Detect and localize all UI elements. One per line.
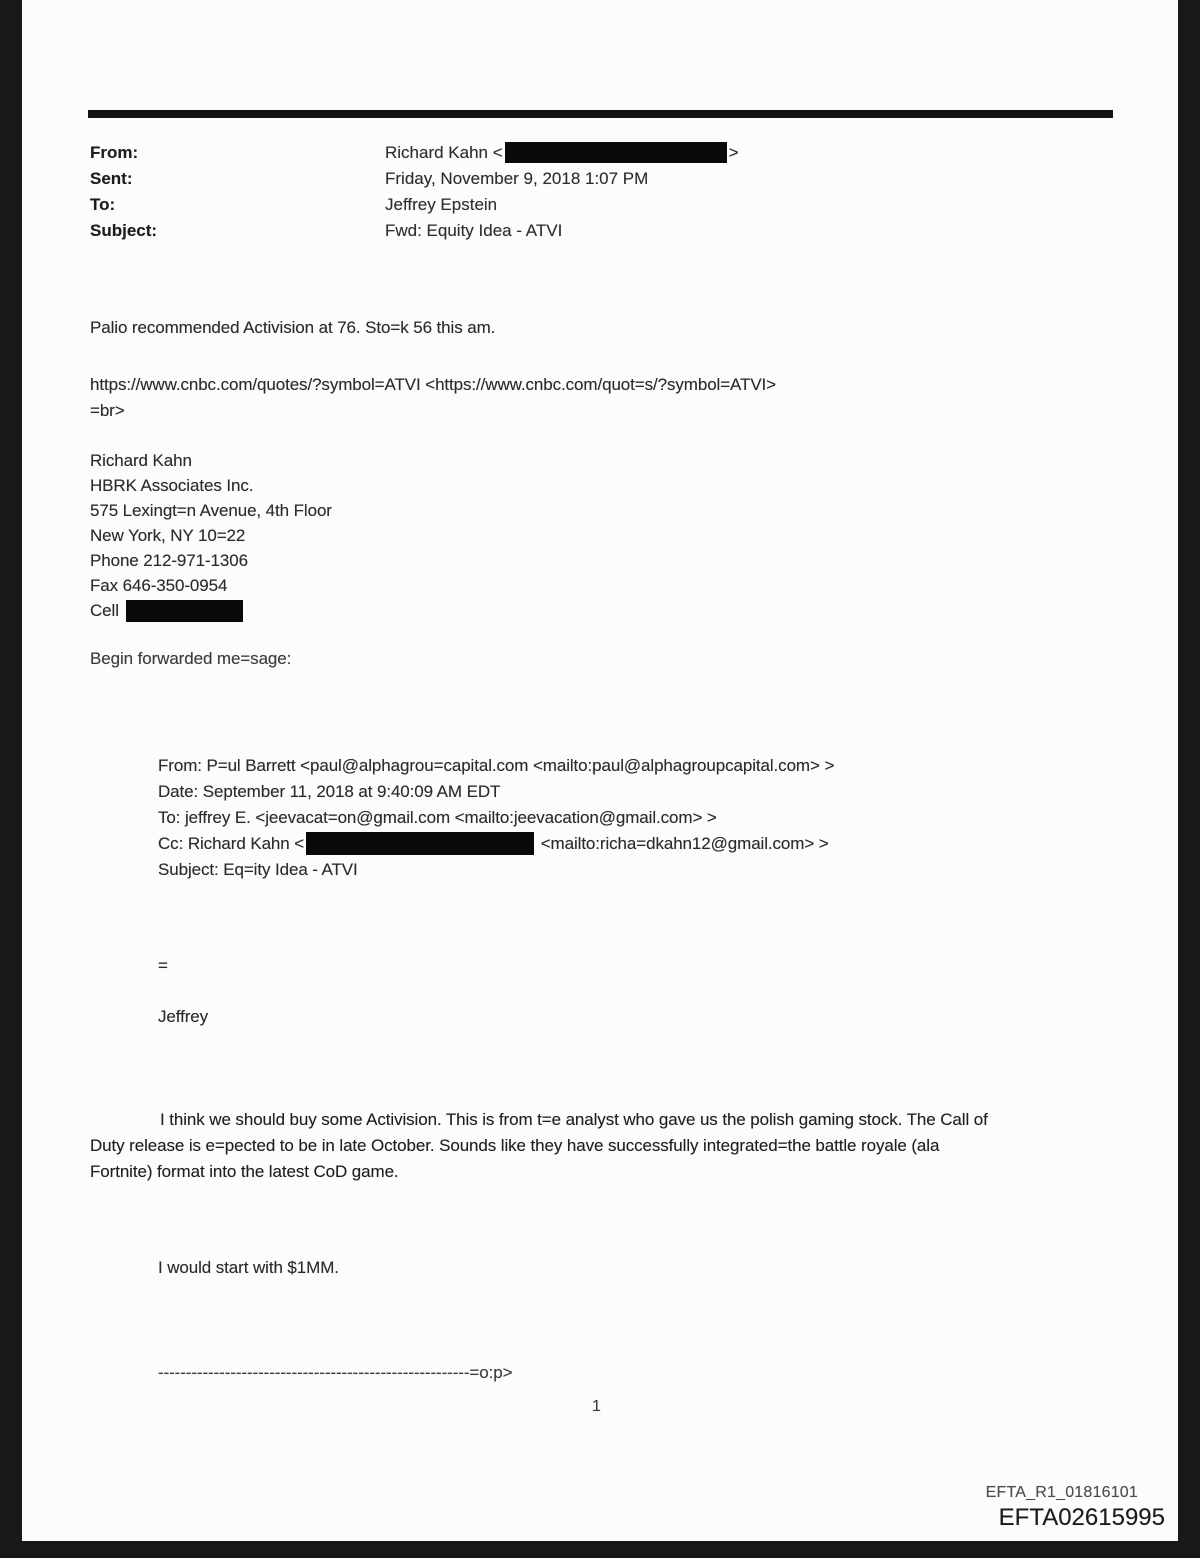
begin-forwarded-line: Begin forwarded me=sage:: [90, 649, 292, 668]
amount-line: I would start with $1MM.: [158, 1258, 339, 1277]
equals-artifact: =: [158, 956, 168, 975]
paragraph-line: Fortnite) format into the latest CoD game.: [90, 1162, 399, 1181]
url-line: https://www.cnbc.com/quotes/?symbol=ATVI <https://www.cnbc.com/quot=s/?symbol=ATVI>: [90, 375, 777, 394]
redaction-bar: [505, 142, 727, 163]
signature-phone: Phone 212-971-1306: [90, 551, 248, 570]
signature-city: New York, NY 10=22: [90, 526, 246, 545]
sent-value: Friday, November 9, 2018 1:07 PM: [385, 169, 649, 188]
forwarded-to-line: To: jeffrey E. <jeevacat=on@gmail.com <mailto:jeevacation@gmail.com> >: [158, 808, 717, 827]
sent-label: Sent:: [90, 169, 133, 188]
forwarded-from-line: From: P=ul Barrett <paul@alphagrou=capital.com <mailto:paul@alphagroupcapital.com> >: [158, 756, 835, 775]
redaction-bar: [126, 600, 243, 622]
document-page: [22, 0, 1178, 1541]
signature-fax: Fax 646-350-0954: [90, 576, 228, 595]
forwarded-header: [158, 753, 834, 883]
dashed-separator: --------------------------------------------------------=o:p>: [158, 1363, 513, 1382]
paragraph-line: Duty release is e=pected to be in late October. Sounds like they have successfully integrated=the battle royale (ala: [90, 1136, 940, 1155]
forwarded-cc-line: [158, 831, 834, 857]
header-divider: [88, 110, 1113, 118]
forwarded-subject-line: Subject: Eq=ity Idea - ATVI: [158, 860, 358, 879]
from-value-suffix: >: [728, 143, 739, 162]
from-value: [385, 143, 739, 164]
signature-cell: [90, 598, 332, 623]
url-line-2: =br>: [90, 401, 125, 420]
redaction-bar: [306, 832, 534, 855]
subject-label: Subject:: [90, 221, 158, 240]
to-label: To:: [90, 195, 116, 214]
cc-prefix: Cc: Richard Kahn <: [158, 834, 305, 853]
to-value: Jeffrey Epstein: [385, 195, 498, 214]
bates-number-primary: EFTA02615995: [998, 1504, 1165, 1531]
from-value-prefix: Richard Kahn <: [385, 143, 503, 162]
greeting: Jeffrey: [158, 1007, 209, 1026]
bates-number-secondary: EFTA_R1_01816101: [985, 1484, 1138, 1501]
main-paragraph: [90, 1107, 988, 1185]
signature-company: HBRK Associates Inc.: [90, 476, 254, 495]
signature-address: 575 Lexingt=n Avenue, 4th Floor: [90, 501, 332, 520]
paragraph-line: I think we should buy some Activision. This is from t=e analyst who gave us the polish gaming stock. The Call of: [160, 1110, 988, 1129]
signature-block: [90, 448, 332, 623]
signature-name: Richard Kahn: [90, 451, 192, 470]
url-block: [90, 372, 776, 424]
cc-suffix: <mailto:richa=dkahn12@gmail.com> >: [536, 834, 829, 853]
intro-line: Palio recommended Activision at 76. Sto=k 56 this am.: [90, 318, 496, 337]
forwarded-date-line: Date: September 11, 2018 at 9:40:09 AM EDT: [158, 782, 501, 801]
subject-value: Fwd: Equity Idea - ATVI: [385, 221, 563, 240]
cell-label: Cell: [90, 601, 119, 620]
from-label: From:: [90, 143, 139, 162]
page-number: 1: [592, 1398, 601, 1415]
